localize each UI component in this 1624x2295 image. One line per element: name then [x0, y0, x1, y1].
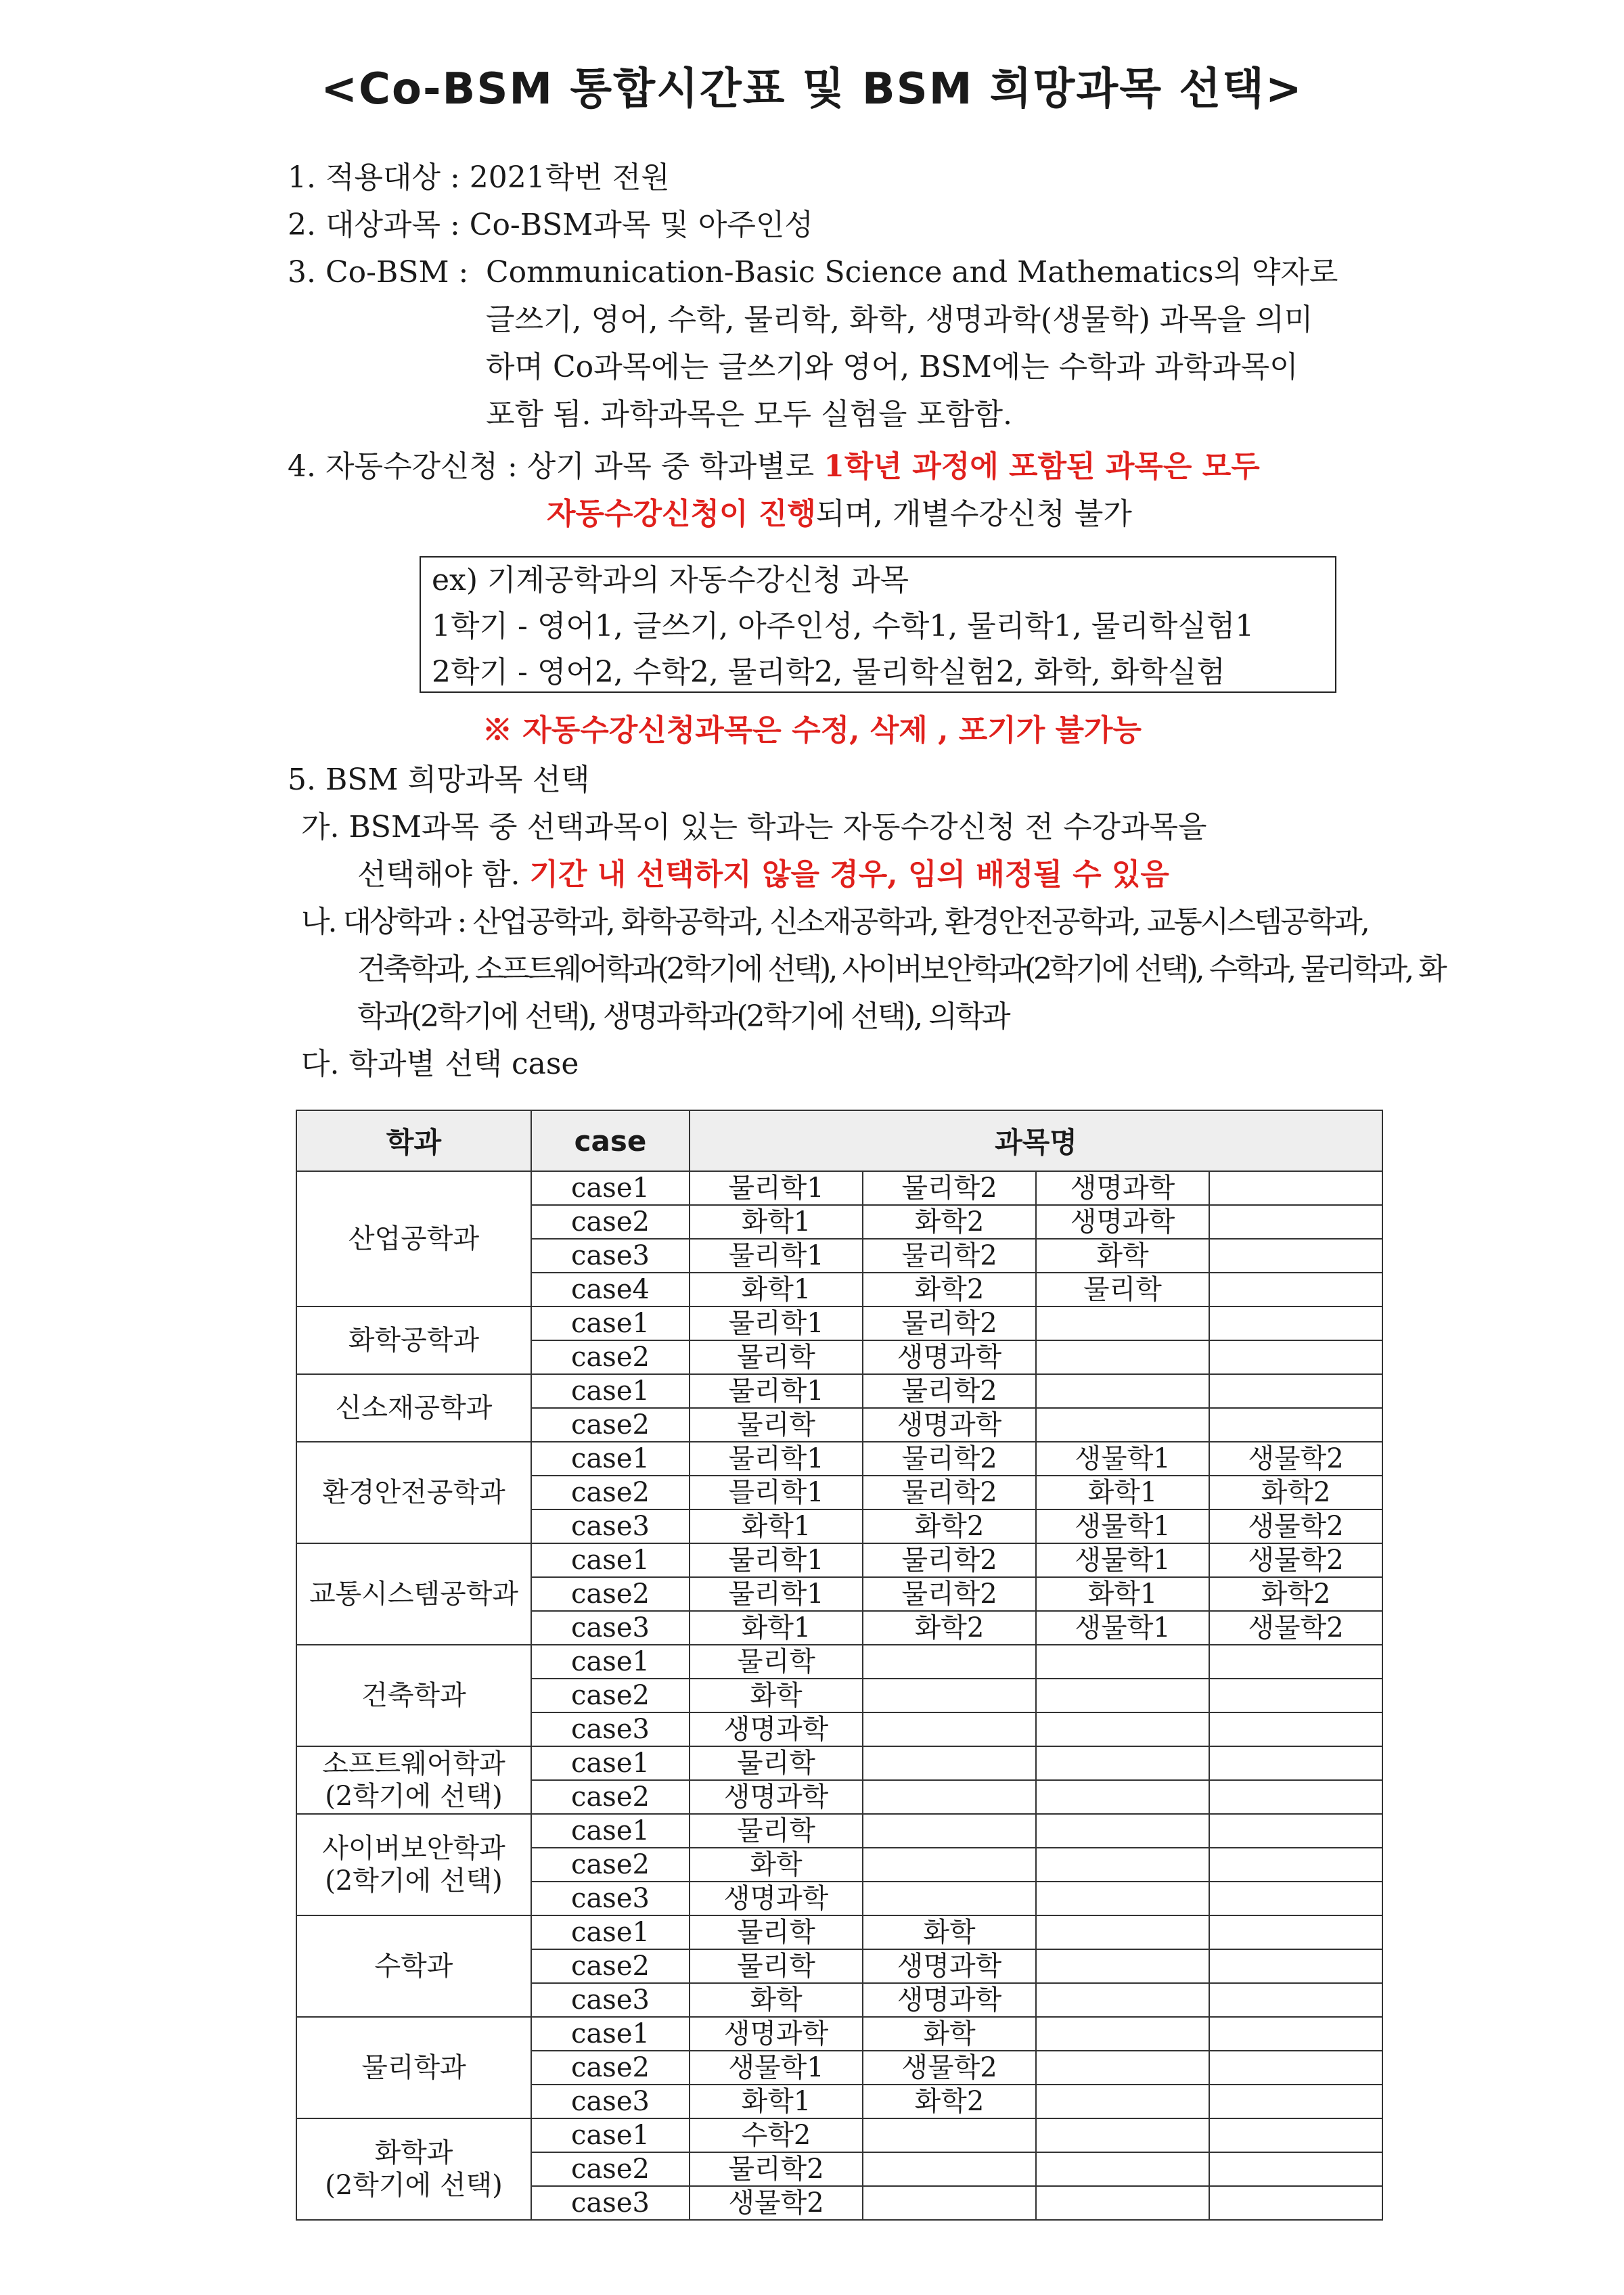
subject-cell: [1209, 1780, 1382, 1814]
case-cell: case3: [531, 1882, 690, 1915]
department-name: 건축학과: [361, 1680, 466, 1711]
subject-cell: 물리학1: [690, 1239, 863, 1273]
department-cell: [296, 1746, 531, 1814]
subject-cell: [1036, 2186, 1209, 2220]
subject-cell: [1036, 1340, 1209, 1374]
item-3-line-2: 글쓰기, 영어, 수학, 물리학, 화학, 생명과학(생물학) 과목을 의미: [486, 302, 1313, 337]
department-cell: [296, 1171, 531, 1306]
header-subjects: 과목명: [690, 1110, 1382, 1171]
notice-text: ※ 자동수강신청과목은 수정, 삭제 , 포기가 불가능: [482, 713, 1142, 748]
subject-cell: 생명과학: [863, 1983, 1036, 2017]
subject-cell: 물리학: [690, 1645, 863, 1679]
subject-cell: 화학2: [863, 1611, 1036, 1645]
subject-cell: [863, 1882, 1036, 1915]
subject-cell: 생물학2: [1209, 1543, 1382, 1577]
subject-cell: 물리학: [690, 1949, 863, 1983]
item-3-line-1: Communication-Basic Science and Mathematics의 약자로: [486, 255, 1338, 290]
subject-cell: [863, 2118, 1036, 2152]
subject-cell: 생물학1: [1036, 1611, 1209, 1645]
subject-cell: 물리학2: [863, 1442, 1036, 1476]
subject-cell: 물리학: [690, 1814, 863, 1848]
section-5-b-line-3: 학과(2학기에 선택), 생명과학과(2학기에 선택), 의학과: [357, 999, 1009, 1034]
section-5-b-line-1: 나. 대상학과 : 산업공학과, 화학공학과, 신소재공학과, 환경안전공학과, 교통시스템공학과,: [301, 905, 1368, 939]
item-1: 1. 적용대상 : 2021학번 전원: [288, 160, 670, 195]
header-department: 학과: [296, 1110, 531, 1171]
case-cell: case4: [531, 1273, 690, 1306]
table-row: [296, 1814, 1382, 1848]
case-cell: case2: [531, 2051, 690, 2085]
subject-cell: [863, 2186, 1036, 2220]
department-name: 환경안전공학과: [322, 1477, 505, 1508]
item-4-line-2: [547, 491, 1132, 538]
table-row: [296, 2118, 1382, 2152]
subject-cell: [1036, 2152, 1209, 2186]
case-cell: case3: [531, 2085, 690, 2118]
case-cell: case1: [531, 1746, 690, 1780]
subject-cell: [1209, 1679, 1382, 1712]
subject-cell: 물리학1: [690, 1171, 863, 1205]
subject-cell: [1209, 1983, 1382, 2017]
table-row: [296, 1171, 1382, 1205]
item-2: 2. 대상과목 : Co-BSM과목 및 아주인성: [288, 208, 813, 242]
case-cell: case2: [531, 2152, 690, 2186]
example-semester-1: 1학기 - 영어1, 글쓰기, 아주인성, 수학1, 물리학1, 물리학실험1: [432, 609, 1255, 643]
subject-cell: [1036, 1915, 1209, 1949]
case-cell: case1: [531, 1814, 690, 1848]
item-4-highlight-2: 자동수강신청이 진행: [547, 497, 816, 531]
subject-cell: 생명과학: [1036, 1171, 1209, 1205]
subject-cell: 생명과학: [690, 2017, 863, 2051]
subject-cell: 물리학: [690, 1915, 863, 1949]
case-cell: case2: [531, 1340, 690, 1374]
subject-cell: [1209, 1171, 1382, 1205]
subject-cell: [863, 1645, 1036, 1679]
department-cell: [296, 1442, 531, 1543]
subject-cell: 생명과학: [863, 1340, 1036, 1374]
case-cell: case3: [531, 2186, 690, 2220]
subject-cell: [1209, 1408, 1382, 1442]
subject-cell: [1036, 1746, 1209, 1780]
subject-cell: 물리학2: [863, 1374, 1036, 1408]
subject-cell: 물리학: [1036, 1273, 1209, 1306]
subject-cell: [1209, 1239, 1382, 1273]
case-cell: case1: [531, 2118, 690, 2152]
subject-cell: 생물학1: [1036, 1442, 1209, 1476]
subject-cell: 화학1: [1036, 1577, 1209, 1611]
subject-cell: [1209, 1915, 1382, 1949]
department-case-table: [296, 1110, 1383, 2221]
subject-cell: 물리학1: [690, 1374, 863, 1408]
subject-cell: [1036, 1712, 1209, 1746]
item-3-line-4: 포함 됨. 과학과목은 모두 실험을 포함함.: [486, 397, 1012, 432]
item-3-line-3: 하며 Co과목에는 글쓰기와 영어, BSM에는 수학과 과학과목이: [486, 350, 1299, 384]
department-name: 산업공학과: [348, 1223, 480, 1254]
department-cell: [296, 1543, 531, 1645]
item-4-highlight-1: 1학년 과정에 포함된 과목은 모두: [824, 449, 1260, 484]
subject-cell: 화학2: [863, 1273, 1036, 1306]
subject-cell: 화학2: [1209, 1577, 1382, 1611]
subject-cell: 물리학1: [690, 1306, 863, 1340]
subject-cell: 생명과학: [690, 1780, 863, 1814]
section-5-heading: 5. BSM 희망과목 선택: [288, 763, 590, 797]
department-name: 화학과: [374, 2137, 453, 2168]
case-cell: case3: [531, 1611, 690, 1645]
example-semester-2: 2학기 - 영어2, 수학2, 물리학2, 물리학실험2, 화학, 화학실험: [432, 655, 1225, 689]
subject-cell: 생명과학: [690, 1712, 863, 1746]
subject-cell: [1209, 1306, 1382, 1340]
department-name: 소프트웨어학과: [322, 1748, 505, 1779]
subject-cell: 생물학2: [863, 2051, 1036, 2085]
subject-cell: [1209, 1882, 1382, 1915]
case-cell: case1: [531, 1306, 690, 1340]
subject-cell: [1036, 1949, 1209, 1983]
subject-cell: [1209, 1205, 1382, 1239]
department-name: 신소재공학과: [335, 1392, 493, 1424]
case-cell: case1: [531, 1915, 690, 1949]
subject-cell: [1036, 2118, 1209, 2152]
item-4-line-1: [288, 443, 1260, 491]
subject-cell: 화학1: [1036, 1476, 1209, 1509]
case-cell: case2: [531, 1949, 690, 1983]
section-5-a-line-2: [357, 851, 1169, 899]
subject-cell: [1209, 2051, 1382, 2085]
subject-cell: [1036, 1780, 1209, 1814]
case-cell: case1: [531, 1543, 690, 1577]
subject-cell: 화학2: [863, 1205, 1036, 1239]
subject-cell: [1036, 2051, 1209, 2085]
case-cell: case2: [531, 1848, 690, 1882]
department-name: 수학과: [374, 1951, 453, 1982]
subject-cell: [1036, 1374, 1209, 1408]
subject-cell: [1209, 1746, 1382, 1780]
header-case: case: [531, 1110, 690, 1171]
subject-cell: 생물학2: [690, 2186, 863, 2220]
subject-cell: 물리학: [690, 1746, 863, 1780]
subject-cell: 화학1: [690, 2085, 863, 2118]
subject-cell: 화학: [863, 2017, 1036, 2051]
example-heading: ex) 기계공학과의 자동수강신청 과목: [432, 563, 909, 597]
subject-cell: 화학2: [863, 1509, 1036, 1543]
subject-cell: 화학: [1036, 1239, 1209, 1273]
subject-cell: 화학: [690, 1679, 863, 1712]
subject-cell: 물리학2: [863, 1306, 1036, 1340]
subject-cell: 화학2: [863, 2085, 1036, 2118]
subject-cell: [1209, 1374, 1382, 1408]
page-title: <Co-BSM 통합시간표 및 BSM 희망과목 선택>: [321, 64, 1303, 114]
subject-cell: [1036, 2017, 1209, 2051]
case-cell: case1: [531, 1374, 690, 1408]
subject-cell: 물리학1: [690, 1543, 863, 1577]
department-cell: [296, 2017, 531, 2118]
subject-cell: [863, 1746, 1036, 1780]
subject-cell: 생물학1: [1036, 1509, 1209, 1543]
department-cell: [296, 2118, 531, 2220]
subject-cell: [1036, 1645, 1209, 1679]
subject-cell: [1209, 2085, 1382, 2118]
subject-cell: [1036, 2085, 1209, 2118]
subject-cell: 생물학1: [1036, 1543, 1209, 1577]
subject-cell: 화학1: [690, 1273, 863, 1306]
subject-cell: 생물학2: [1209, 1509, 1382, 1543]
subject-cell: [1209, 1645, 1382, 1679]
subject-cell: [1036, 1882, 1209, 1915]
department-cell: [296, 1374, 531, 1442]
subject-cell: 생명과학: [863, 1408, 1036, 1442]
case-cell: case1: [531, 1171, 690, 1205]
subject-cell: [863, 1712, 1036, 1746]
subject-cell: 수학2: [690, 2118, 863, 2152]
section-5-a-warning: 기간 내 선택하지 않을 경우, 임의 배정될 수 있음: [529, 857, 1169, 892]
subject-cell: 물리학2: [863, 1543, 1036, 1577]
subject-cell: [1209, 2186, 1382, 2220]
table-header-row: [296, 1110, 1382, 1171]
subject-cell: [1209, 1949, 1382, 1983]
department-name: 교통시스템공학과: [309, 1578, 519, 1610]
subject-cell: [1036, 1679, 1209, 1712]
subject-cell: 생물학2: [1209, 1611, 1382, 1645]
case-cell: case1: [531, 2017, 690, 2051]
subject-cell: [1209, 1814, 1382, 1848]
subject-cell: [1209, 2118, 1382, 2152]
item-4-tail: 되며, 개별수강신청 불가: [815, 497, 1132, 531]
subject-cell: 화학1: [690, 1509, 863, 1543]
subject-cell: 화학2: [1209, 1476, 1382, 1509]
subject-cell: 물리학2: [863, 1239, 1036, 1273]
table-body: [296, 1171, 1382, 2220]
example-box: [420, 556, 1336, 693]
case-cell: case1: [531, 1645, 690, 1679]
department-name: (2학기에 선택): [325, 1865, 503, 1896]
subject-cell: 생명과학: [690, 1882, 863, 1915]
subject-cell: 물리학: [690, 1408, 863, 1442]
subject-cell: [1209, 2017, 1382, 2051]
subject-cell: 생물학2: [1209, 1442, 1382, 1476]
subject-cell: 생명과학: [863, 1949, 1036, 1983]
item-4-label: 4. 자동수강신청 : 상기 과목 중 학과별로: [288, 449, 824, 484]
department-cell: [296, 1915, 531, 2017]
table-row: [296, 1645, 1382, 1679]
table-row: [296, 1306, 1382, 1340]
subject-cell: 화학1: [690, 1205, 863, 1239]
subject-cell: 물리학2: [863, 1577, 1036, 1611]
section-5-a-line-1: 가. BSM과목 중 선택과목이 있는 학과는 자동수강신청 전 수강과목을: [301, 810, 1207, 844]
case-cell: case2: [531, 1408, 690, 1442]
subject-cell: [1209, 1273, 1382, 1306]
table-row: [296, 1543, 1382, 1577]
case-cell: case3: [531, 1712, 690, 1746]
subject-cell: [1209, 1712, 1382, 1746]
subject-cell: [1036, 1848, 1209, 1882]
subject-cell: 화학: [863, 1915, 1036, 1949]
subject-cell: [863, 1814, 1036, 1848]
department-cell: [296, 1645, 531, 1746]
subject-cell: [1209, 1848, 1382, 1882]
table-row: [296, 1746, 1382, 1780]
department-name: (2학기에 선택): [325, 1781, 503, 1812]
department-name: 사이버보안학과: [322, 1833, 505, 1864]
subject-cell: [1036, 1814, 1209, 1848]
department-name: (2학기에 선택): [325, 2170, 503, 2201]
subject-cell: [1036, 1983, 1209, 2017]
case-cell: case2: [531, 1577, 690, 1611]
subject-cell: 화학1: [690, 1611, 863, 1645]
section-5-a-plain: 선택해야 함.: [357, 857, 530, 892]
department-cell: [296, 1814, 531, 1915]
item-3-label: 3. Co-BSM :: [288, 255, 469, 290]
subject-cell: [1036, 1306, 1209, 1340]
case-cell: case1: [531, 1442, 690, 1476]
subject-cell: [863, 1848, 1036, 1882]
table-row: [296, 1442, 1382, 1476]
subject-cell: 생물학1: [690, 2051, 863, 2085]
subject-cell: 물리학2: [863, 1476, 1036, 1509]
subject-cell: 화학: [690, 1848, 863, 1882]
department-name: 화학공학과: [348, 1325, 480, 1356]
case-cell: case3: [531, 1239, 690, 1273]
case-cell: case2: [531, 1476, 690, 1509]
subject-cell: 화학: [690, 1983, 863, 2017]
table-row: [296, 1915, 1382, 1949]
department-cell: [296, 1306, 531, 1374]
subject-cell: [863, 1780, 1036, 1814]
subject-cell: 물리학2: [863, 1171, 1036, 1205]
subject-cell: 믈리학1: [690, 1476, 863, 1509]
section-5-c: 다. 학과별 선택 case: [301, 1047, 579, 1081]
subject-cell: [863, 1679, 1036, 1712]
case-cell: case3: [531, 1983, 690, 2017]
department-name: 물리학과: [361, 2052, 466, 2083]
case-cell: case2: [531, 1205, 690, 1239]
subject-cell: [1209, 1340, 1382, 1374]
subject-cell: 물리학2: [690, 2152, 863, 2186]
subject-cell: [1209, 2152, 1382, 2186]
subject-cell: 물리학1: [690, 1442, 863, 1476]
case-cell: case3: [531, 1509, 690, 1543]
subject-cell: 물리학: [690, 1340, 863, 1374]
subject-cell: 생명과학: [1036, 1205, 1209, 1239]
subject-cell: 물리학1: [690, 1577, 863, 1611]
section-5-b-line-2: 건축학과, 소프트웨어학과(2학기에 선택), 사이버보안학과(2학기에 선택), 수학과, 물리학과, 화: [357, 952, 1445, 986]
subject-cell: [1036, 1408, 1209, 1442]
case-cell: case2: [531, 1780, 690, 1814]
subject-cell: [863, 2152, 1036, 2186]
table-row: [296, 1374, 1382, 1408]
case-cell: case2: [531, 1679, 690, 1712]
table-row: [296, 2017, 1382, 2051]
